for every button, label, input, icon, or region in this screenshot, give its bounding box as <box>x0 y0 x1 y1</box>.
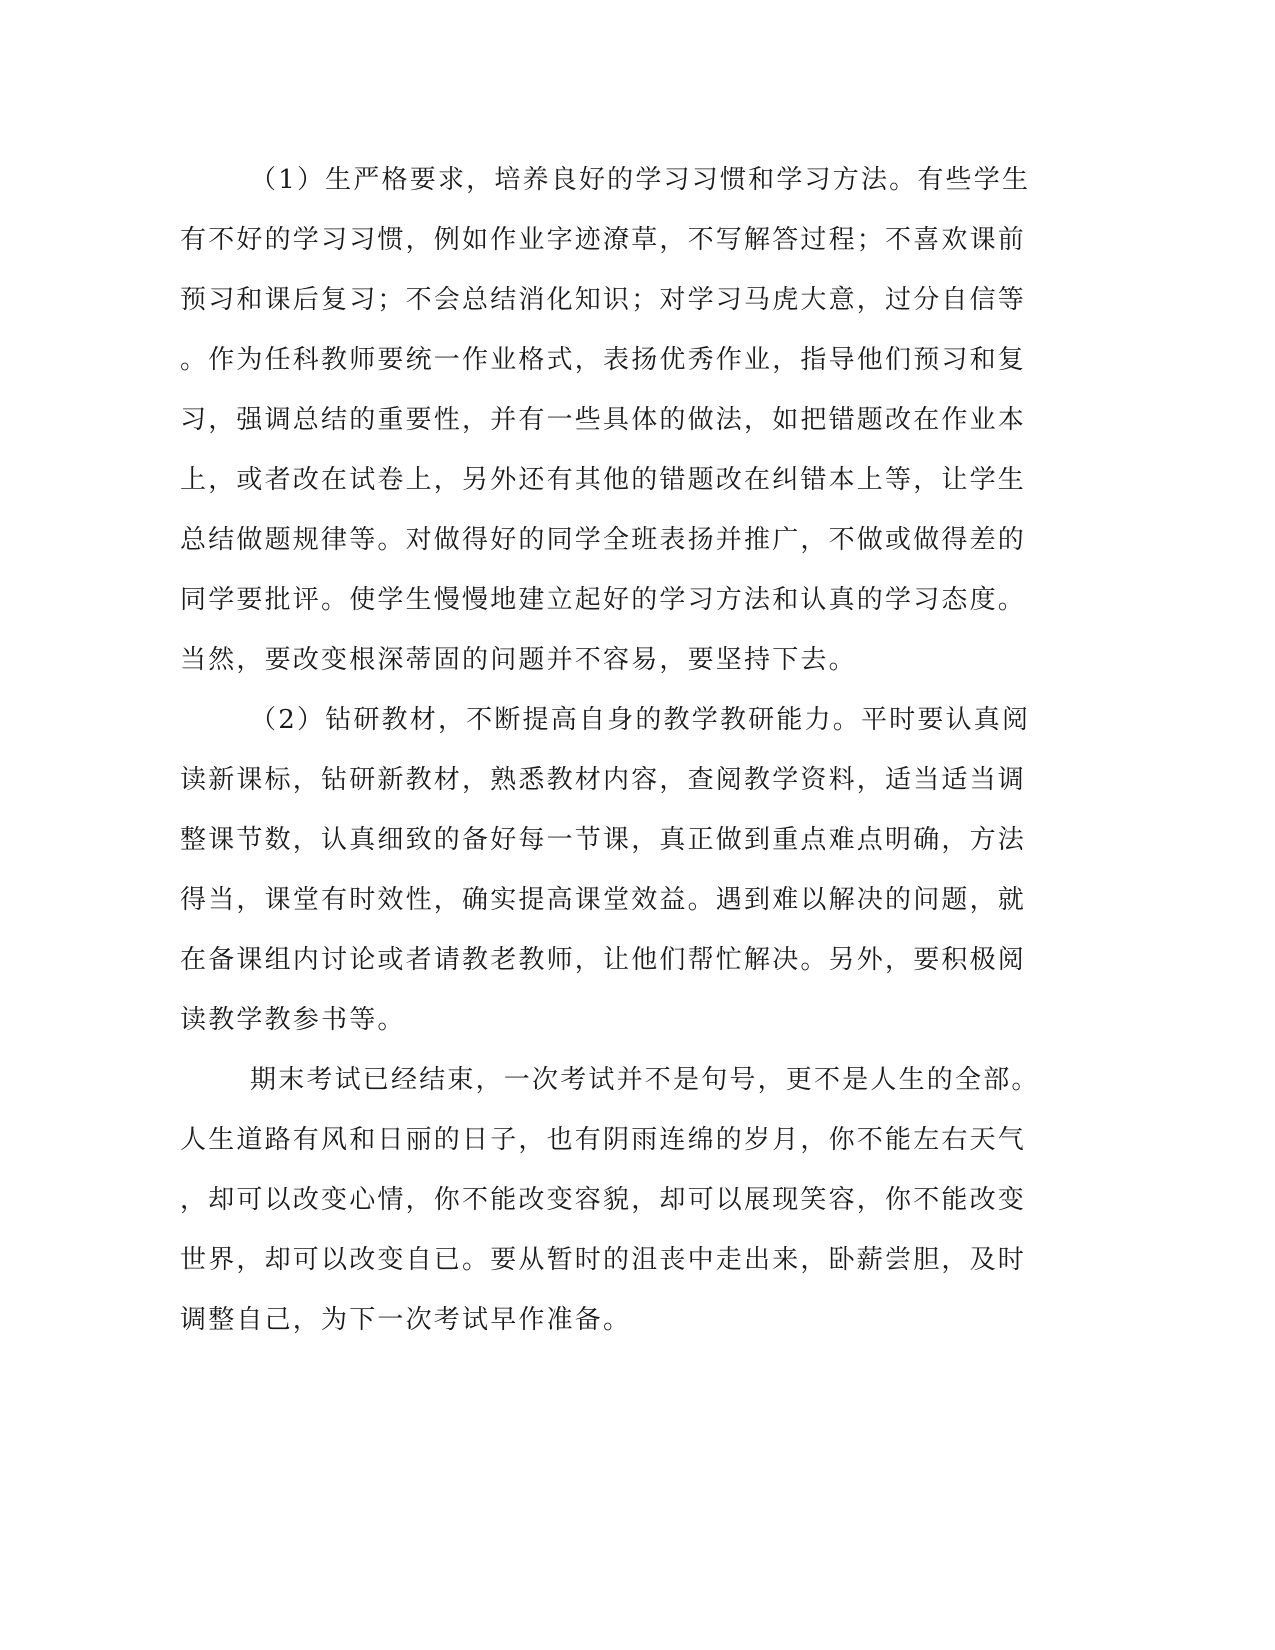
paragraph-line: 同学要批评。使学生慢慢地建立起好的学习方法和认真的学习态度。 <box>180 585 1027 615</box>
paragraph-line: 得当，课堂有时效性，确实提高课堂效益。遇到难以解决的问题，就 <box>180 885 1027 915</box>
document-body <box>180 150 1040 1350</box>
paragraph-line: 期末考试已经结束，一次考试并不是句号，更不是人生的全部。 <box>250 1065 1040 1095</box>
paragraph-line: （1）生严格要求，培养良好的学习习惯和学习方法。有些学生 <box>250 165 1031 195</box>
paragraph-3 <box>180 1050 1040 1350</box>
paragraph-1 <box>180 150 1031 690</box>
paragraph-line: 读教学教参书等。 <box>180 1005 406 1035</box>
paragraph-line: 在备课组内讨论或者请教老教师，让他们帮忙解决。另外，要积极阅 <box>180 945 1027 975</box>
paragraph-line: 。作为任科教师要统一作业格式，表扬优秀作业，指导他们预习和复 <box>180 345 1027 375</box>
paragraph-line: 习，强调总结的重要性，并有一些具体的做法，如把错题改在作业本 <box>180 405 1027 435</box>
paragraph-2 <box>180 690 1031 1050</box>
paragraph-line: 总结做题规律等。对做得好的同学全班表扬并推广，不做或做得差的 <box>180 525 1027 555</box>
paragraph-line: 有不好的学习习惯，例如作业字迹潦草，不写解答过程；不喜欢课前 <box>180 225 1027 255</box>
paragraph-line: 整课节数，认真细致的备好每一节课，真正做到重点难点明确，方法 <box>180 825 1027 855</box>
paragraph-line: 预习和课后复习；不会总结消化知识；对学习马虎大意，过分自信等 <box>180 285 1027 315</box>
paragraph-line: 调整自己，为下一次考试早作准备。 <box>180 1305 632 1335</box>
paragraph-line: 世界，却可以改变自已。要从暂时的沮丧中走出来，卧薪尝胆，及时 <box>180 1245 1027 1275</box>
paragraph-line: （2）钻研教材，不断提高自身的教学教研能力。平时要认真阅 <box>250 705 1031 735</box>
paragraph-line: 上，或者改在试卷上，另外还有其他的错题改在纠错本上等，让学生 <box>180 465 1027 495</box>
paragraph-line: 人生道路有风和日丽的日子，也有阴雨连绵的岁月，你不能左右天气 <box>180 1125 1027 1155</box>
paragraph-line: 当然，要改变根深蒂固的问题并不容易，要坚持下去。 <box>180 645 857 675</box>
paragraph-line: ，却可以改变心情，你不能改变容貌，却可以展现笑容，你不能改变 <box>180 1185 1027 1215</box>
paragraph-line: 读新课标，钻研新教材，熟悉教材内容，查阅教学资料，适当适当调 <box>180 765 1027 795</box>
